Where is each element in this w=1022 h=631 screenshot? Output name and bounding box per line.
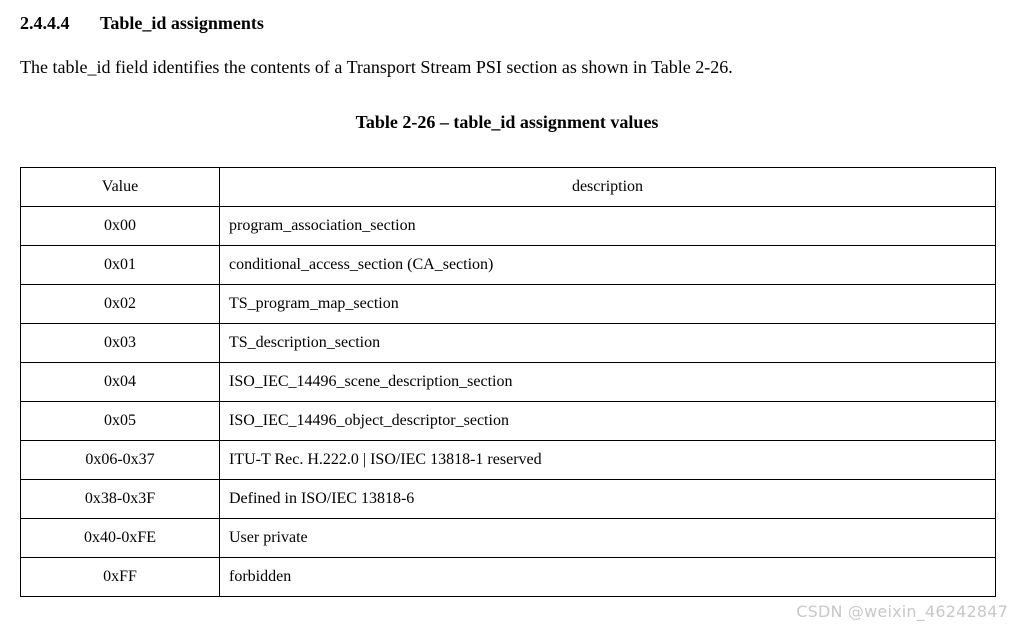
table-row [21, 246, 996, 285]
description-cell: ITU-T Rec. H.222.0 | ISO/IEC 13818-1 reserved [220, 441, 996, 480]
section-title: Table_id assignments [100, 13, 264, 33]
header-value: Value [21, 168, 220, 207]
section-heading [20, 13, 264, 34]
table-row [21, 285, 996, 324]
value-cell: 0x00 [21, 207, 220, 246]
section-number: 2.4.4.4 [20, 13, 70, 33]
value-cell: 0x05 [21, 402, 220, 441]
value-cell: 0x01 [21, 246, 220, 285]
table-row [21, 441, 996, 480]
table-header-row [21, 168, 996, 207]
table-row [21, 207, 996, 246]
value-cell: 0x06-0x37 [21, 441, 220, 480]
table-caption: Table 2-26 – table_id assignment values [355, 112, 659, 132]
description-cell: ISO_IEC_14496_scene_description_section [220, 363, 996, 402]
description-cell: Defined in ISO/IEC 13818-6 [220, 480, 996, 519]
watermark: CSDN @weixin_46242847 [796, 602, 1008, 621]
table-row [21, 363, 996, 402]
value-cell: 0xFF [21, 558, 220, 597]
description-cell: TS_program_map_section [220, 285, 996, 324]
table-row [21, 519, 996, 558]
table-row [21, 324, 996, 363]
description-cell: conditional_access_section (CA_section) [220, 246, 996, 285]
table-row [21, 402, 996, 441]
value-cell: 0x04 [21, 363, 220, 402]
table-id-assignment-table [20, 167, 996, 597]
description-cell: User private [220, 519, 996, 558]
value-cell: 0x38-0x3F [21, 480, 220, 519]
table-row [21, 480, 996, 519]
description-cell: TS_description_section [220, 324, 996, 363]
description-cell: forbidden [220, 558, 996, 597]
intro-paragraph: The table_id field identifies the contents of a Transport Stream PSI section as shown in Table 2-26. [20, 57, 733, 77]
value-cell: 0x40-0xFE [21, 519, 220, 558]
value-cell: 0x02 [21, 285, 220, 324]
value-cell: 0x03 [21, 324, 220, 363]
description-cell: program_association_section [220, 207, 996, 246]
header-description: description [220, 168, 996, 207]
table-row [21, 558, 996, 597]
description-cell: ISO_IEC_14496_object_descriptor_section [220, 402, 996, 441]
